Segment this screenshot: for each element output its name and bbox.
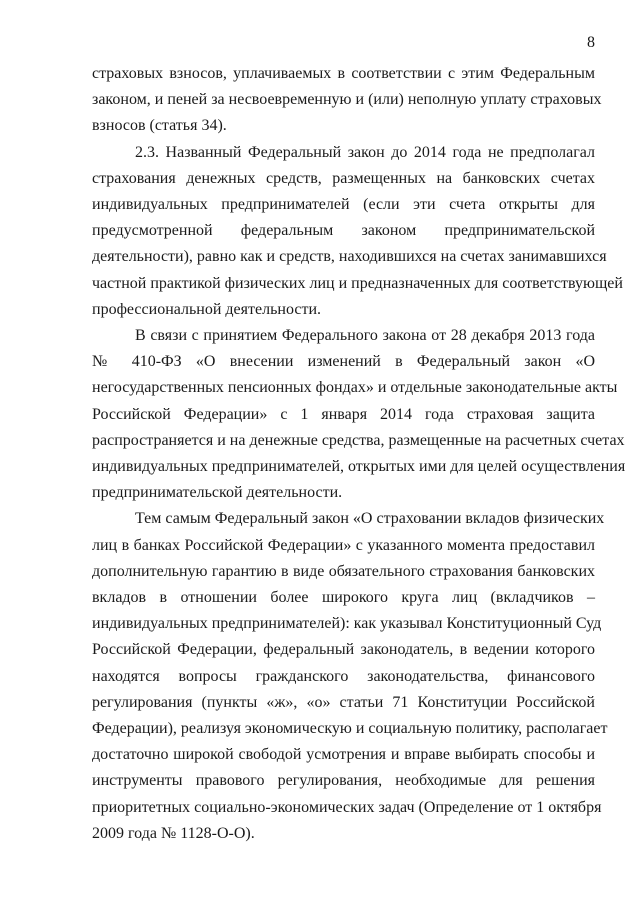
text-line: Федерации), реализуя экономическую и социальную политику, располагает xyxy=(92,720,608,737)
text-line: страхования денежных средств, размещенных на банковских счетах xyxy=(92,169,595,187)
text-line: взносов (статья 34). xyxy=(92,117,227,135)
text-line: дополнительную гарантию в виде обязательного страхования банковских xyxy=(92,562,595,580)
text-line: распространяется и на денежные средства, размещенные на расчетных счетах xyxy=(92,431,625,449)
text-line: вкладов в отношении более широкого круга лиц (вкладчиков – xyxy=(92,589,595,606)
text-line: 2.3. Названный Федеральный закон до 2014 года не предполагал xyxy=(135,143,595,161)
text-line: предусмотренной федеральным законом предпринимательской xyxy=(92,222,595,240)
text-line: индивидуальных предпринимателей): как указывал Конституционный Суд xyxy=(92,615,602,633)
text-line: инструменты правового регулирования, необходимые для решения xyxy=(92,772,595,790)
text-line: В связи с принятием Федерального закона от 28 декабря 2013 года xyxy=(135,327,595,344)
page-number: 8 xyxy=(587,34,595,51)
text-line: лиц в банках Российской Федерации» с указанного момента предоставил xyxy=(92,536,595,554)
text-line: индивидуальных предпринимателей, открытых ими для целей осуществления xyxy=(92,458,626,475)
text-line: законом, и пеней за несвоевременную и (или) неполную уплату страховых xyxy=(92,91,602,109)
text-line: деятельности), равно как и средств, находившихся на счетах занимавшихся xyxy=(92,248,607,266)
text-line: № 410-ФЗ «О внесении изменений в Федеральный закон «О xyxy=(92,353,595,371)
text-line: негосударственных пенсионных фондах» и отдельные законодательные акты xyxy=(92,379,618,397)
text-line: Тем самым Федеральный закон «О страховании вкладов физических xyxy=(135,510,605,528)
text-line: частной практикой физических лиц и предназначенных для соответствующей xyxy=(92,274,623,292)
text-line: 2009 года № 1128-О-О). xyxy=(92,824,255,842)
text-line: профессиональной деятельности. xyxy=(92,300,321,318)
text-line: приоритетных социально-экономических задач (Определение от 1 октября xyxy=(92,798,602,816)
text-line: регулирования (пункты «ж», «о» статьи 71 Конституции Российской xyxy=(92,693,595,711)
text-line: Российской Федерации, федеральный законодатель, в ведении которого xyxy=(92,641,595,659)
text-line: страховых взносов, уплачиваемых в соответствии с этим Федеральным xyxy=(92,65,595,82)
text-line: Российской Федерации» с 1 января 2014 года страховая защита xyxy=(92,405,595,423)
text-line: находятся вопросы гражданского законодательства, финансового xyxy=(92,667,595,685)
text-line: предпринимательской деятельности. xyxy=(92,484,343,502)
text-line: индивидуальных предпринимателей (если эти счета открыты для xyxy=(92,196,595,213)
text-line: достаточно широкой свободой усмотрения и вправе выбирать способы и xyxy=(92,746,595,764)
